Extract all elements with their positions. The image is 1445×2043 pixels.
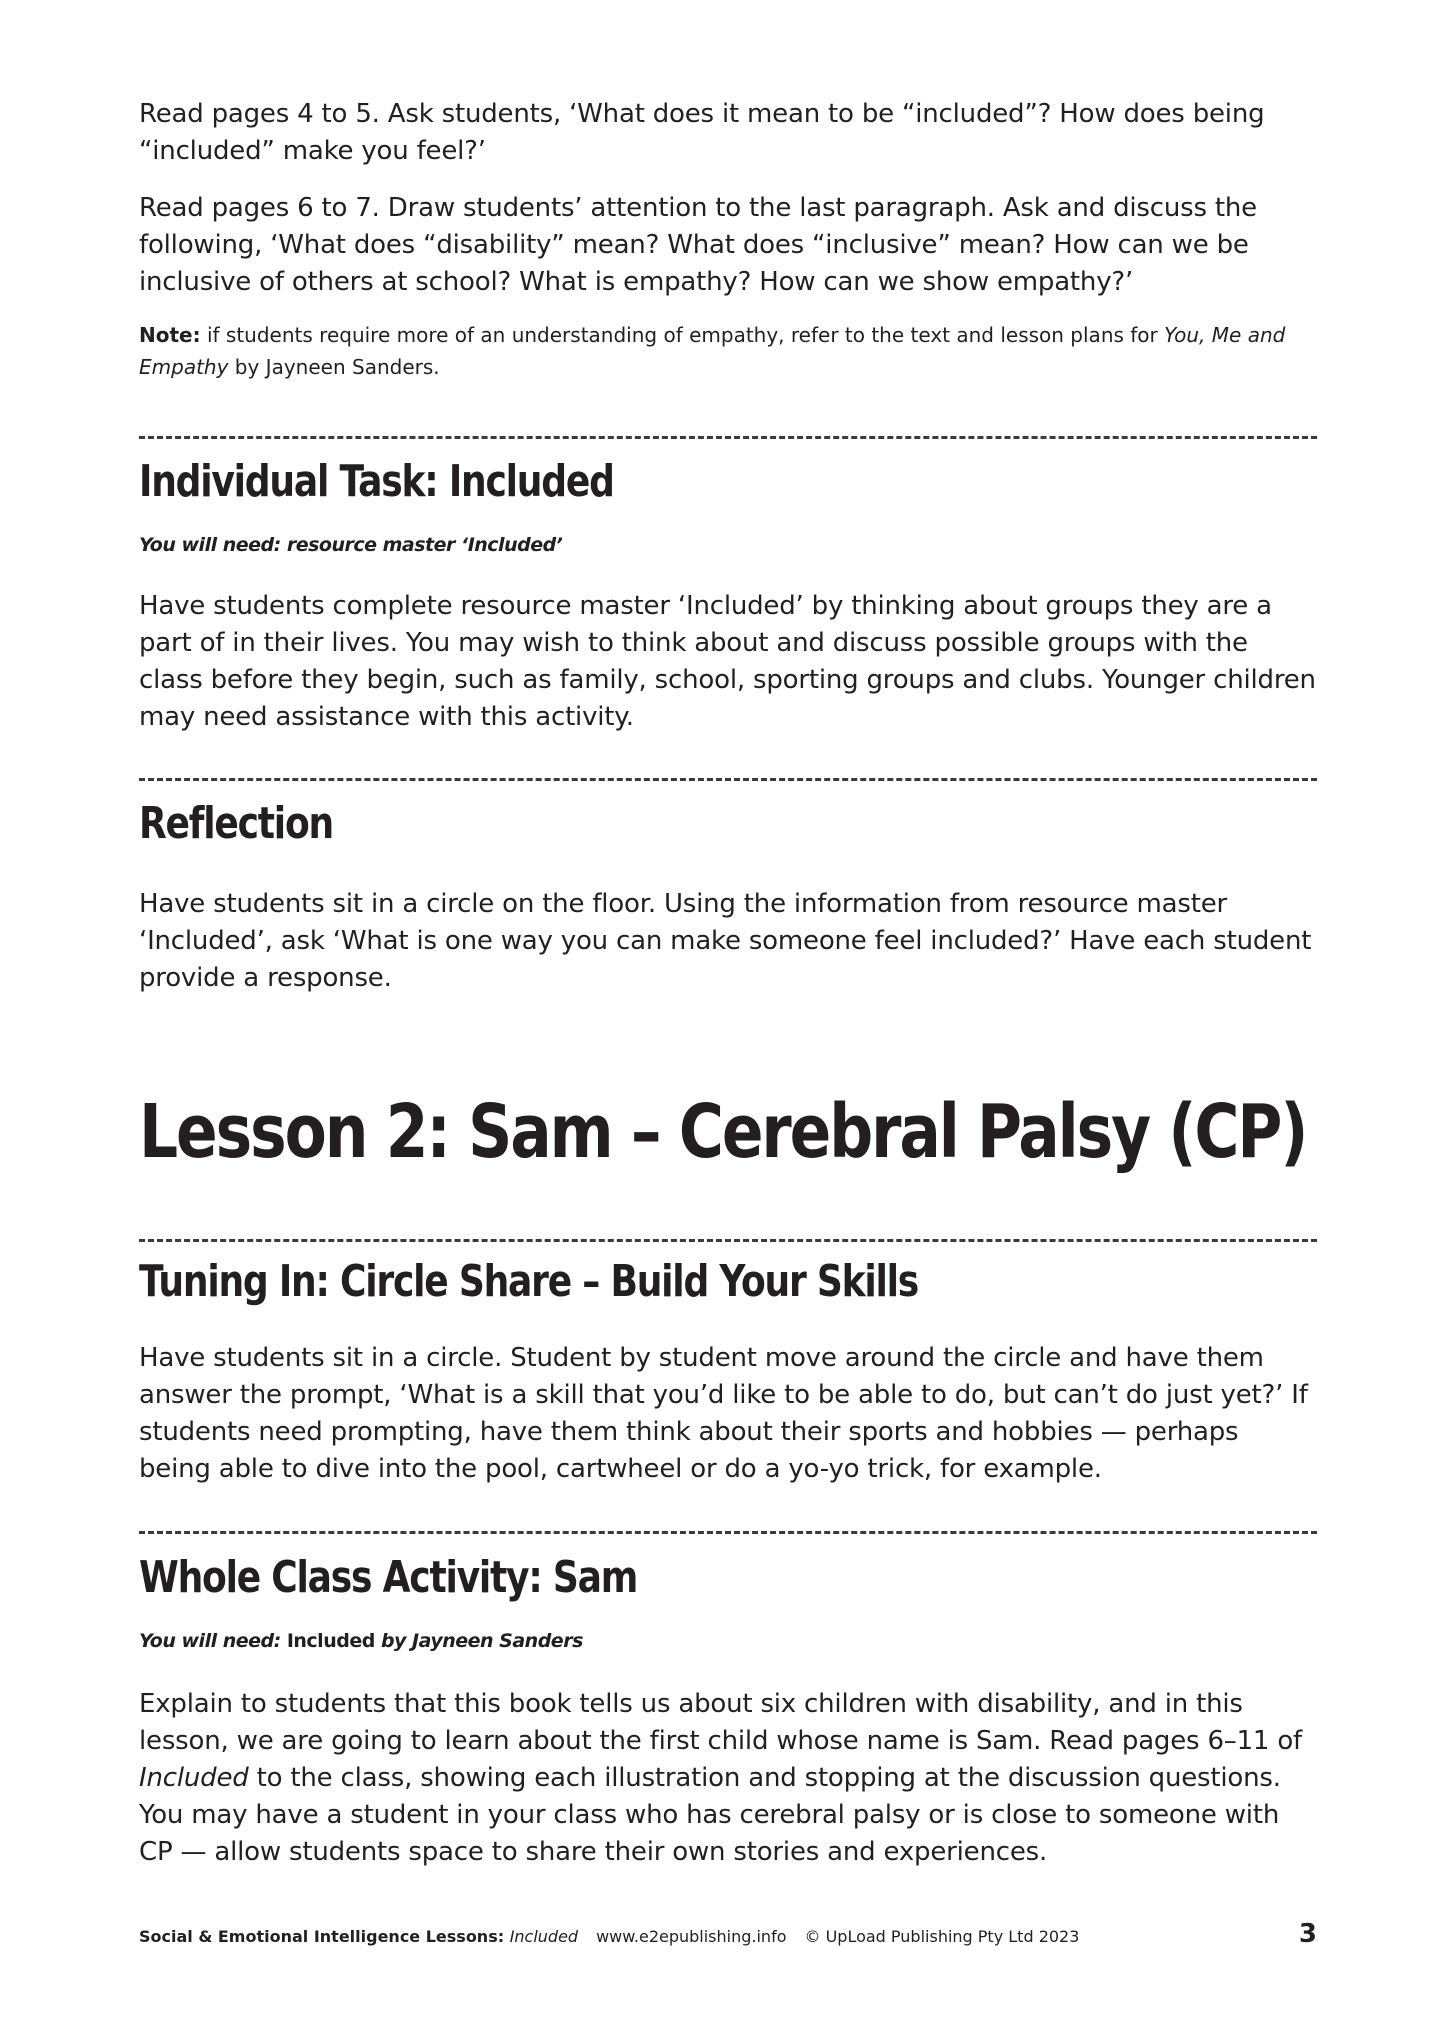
note-label: Note: xyxy=(139,323,201,347)
intro-paragraph-2 xyxy=(139,190,1317,301)
intro-paragraph-2-text: Read pages 6 to 7. Draw students’ attention to the last paragraph. Ask and discuss the following, ‘What does “disability” mean? What does “inclusive” mean? How can we be inclusive of others at school? What is empathy? How can we show empathy?’ xyxy=(139,193,1257,297)
footer-line xyxy=(139,1927,1079,1946)
note-text: if students require more of an understanding of empathy, refer to the text and lesson plans for xyxy=(200,323,1165,347)
section-divider xyxy=(139,1239,1317,1242)
reflection-heading: Reflection xyxy=(139,798,333,849)
page-number: 3 xyxy=(1298,1919,1317,1949)
footer-website: www.e2epublishing.info xyxy=(596,1927,787,1946)
section-divider xyxy=(139,778,1317,781)
section-divider xyxy=(139,1531,1317,1534)
footer-series: Social & Emotional Intelligence Lessons: xyxy=(139,1927,510,1946)
tuning-in-text: Have students sit in a circle. Student by student move around the circle and have them answer the prompt, ‘What is a skill that you’d like to be able to do, but can’t do just yet?’ If students need prompting, have them think about their sports and hobbies — perhaps being able to dive into the pool, cartwheel or do a yo-yo trick, for example. xyxy=(139,1343,1308,1484)
whole-class-text-a: Explain to students that this book tells us about six children with disability, and in this lesson, we are going to learn about the first child whose name is Sam. Read pages 6–11 of xyxy=(139,1689,1302,1756)
whole-class-heading: Whole Class Activity: Sam xyxy=(139,1552,638,1603)
tuning-in-heading: Tuning In: Circle Share – Build Your Skills xyxy=(139,1256,919,1307)
note-book-title: You, Me and Empathy xyxy=(139,323,1286,379)
whole-class-need-c: by Jayneen Sanders xyxy=(374,1630,583,1652)
individual-task-heading: Individual Task: Included xyxy=(139,456,614,507)
intro-paragraph-1: Read pages 4 to 5. Ask students, ‘What does it mean to be “included”? How does being “included” make you feel?’ xyxy=(139,99,1265,166)
section-divider xyxy=(139,436,1317,439)
whole-class-text-title: Included xyxy=(139,1763,249,1793)
footer-series-title: Included xyxy=(509,1927,579,1946)
whole-class-text-b: to the class, showing each illustration and stopping at the discussion questions. You may have a student in your class who has cerebral palsy or is close to someone with CP — allow students space to share their own stories and experiences. xyxy=(139,1763,1281,1867)
whole-class-need-book: Included xyxy=(286,1630,375,1652)
whole-class-need-a: You will need: xyxy=(139,1630,287,1652)
reflection-text: Have students sit in a circle on the floor. Using the information from resource master ‘Included’, ask ‘What is one way you can make someone feel included?’ Have each student provide a response. xyxy=(139,889,1312,993)
whole-class-need xyxy=(139,1630,1317,1652)
footer-copyright: © UpLoad Publishing Pty Ltd 2023 xyxy=(804,1927,1080,1946)
individual-task-text: Have students complete resource master ‘Included’ by thinking about groups they are a part of in their lives. You may wish to think about and discuss possible groups with the class before they begin, such as family, school, sporting groups and clubs. Younger children may need assistance with this activity. xyxy=(139,591,1316,732)
lesson-2-title: Lesson 2: Sam – Cerebral Palsy (CP) xyxy=(139,1089,1307,1175)
note-end: by Jayneen Sanders. xyxy=(228,355,440,379)
intro-note xyxy=(139,319,1317,383)
whole-class-text xyxy=(139,1686,1317,1871)
individual-task-need: You will need: resource master ‘Included’ xyxy=(139,534,563,556)
